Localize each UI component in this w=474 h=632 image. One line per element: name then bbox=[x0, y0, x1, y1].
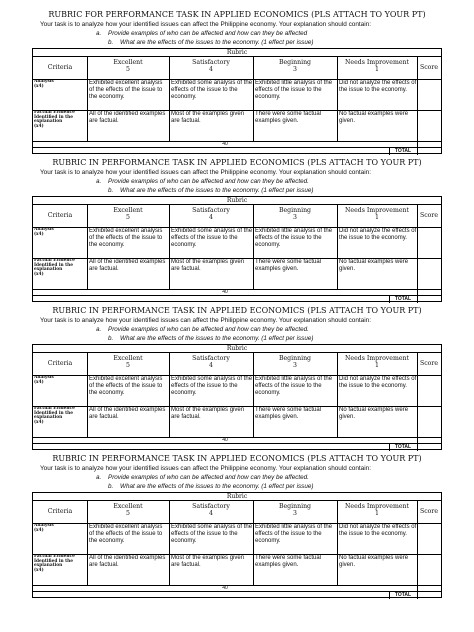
level-name: Excellent bbox=[113, 59, 143, 66]
rubric-block bbox=[0, 158, 474, 306]
instruction-text: What are the effects of the issues to the economy. (1 effect per issue) bbox=[120, 335, 314, 342]
instruction-label: a. bbox=[96, 326, 102, 333]
level-header bbox=[169, 207, 253, 221]
score-header: Score bbox=[419, 508, 439, 515]
level-header bbox=[169, 503, 253, 517]
criteria-header: Criteria bbox=[47, 212, 73, 219]
level-points: 4 bbox=[209, 214, 213, 222]
rubric-table bbox=[32, 344, 442, 450]
level-points: 1 bbox=[375, 66, 379, 74]
instruction-text: Provide examples of who can be affected and how can they be affected bbox=[108, 30, 308, 37]
criteria-header: Criteria bbox=[47, 64, 73, 71]
score-cell[interactable] bbox=[417, 406, 441, 437]
descriptor-cell: No factual examples were given. bbox=[339, 111, 409, 125]
max-score: 40 bbox=[222, 289, 228, 295]
instruction-item bbox=[108, 39, 313, 46]
level-points: 4 bbox=[209, 510, 213, 518]
level-points: 3 bbox=[293, 66, 297, 74]
rubric-block bbox=[0, 454, 474, 602]
level-points: 4 bbox=[209, 66, 213, 74]
descriptor-cell: There were some factual examples given. bbox=[255, 555, 322, 569]
table-rule bbox=[33, 352, 441, 353]
level-points: 1 bbox=[375, 510, 379, 518]
total-score-cell[interactable] bbox=[417, 295, 441, 303]
score-cell[interactable] bbox=[417, 523, 441, 554]
level-name: Needs Improvement bbox=[345, 207, 409, 214]
table-rule bbox=[33, 591, 441, 592]
level-name: Satisfactory bbox=[192, 355, 230, 362]
instruction-text: What are the effects of the issues to the economy. (1 effect per issue) bbox=[120, 39, 314, 46]
score-cell[interactable] bbox=[417, 227, 441, 258]
score-cell[interactable] bbox=[417, 554, 441, 585]
level-name: Beginning bbox=[278, 355, 312, 362]
instruction-text: Provide examples of who can be affected and how can they be affected. bbox=[108, 474, 309, 481]
rubric-intro: Your task is to analyze how your identified issues can affect the Philippine economy. Your explanation should contain: bbox=[40, 169, 371, 176]
table-rule bbox=[33, 443, 441, 444]
instruction-label: b. bbox=[108, 483, 114, 490]
table-rule bbox=[33, 295, 441, 296]
max-score: 40 bbox=[222, 585, 228, 591]
instruction-label: a. bbox=[96, 474, 102, 481]
descriptor-cell: Exhibited little analysis of the effects of the issue to the economy. bbox=[255, 376, 333, 397]
level-points: 1 bbox=[375, 362, 379, 370]
table-rule bbox=[33, 204, 441, 205]
level-name: Satisfactory bbox=[192, 59, 230, 66]
descriptor-cell: Exhibited some analysis of the effects of the issue to the economy. bbox=[171, 80, 253, 101]
descriptor-cell: Exhibited some analysis of the effects of the issue to the economy. bbox=[171, 524, 253, 545]
descriptor-cell: Exhibited excellent analysis of the effects of the issue to the economy. bbox=[89, 524, 163, 545]
descriptor-cell: Exhibited excellent analysis of the effects of the issue to the economy. bbox=[89, 80, 163, 101]
instruction-text: Provide examples of who can be affected and how can they be affected. bbox=[108, 178, 309, 185]
level-header bbox=[87, 59, 169, 73]
level-name: Excellent bbox=[113, 503, 143, 510]
score-header: Score bbox=[419, 360, 439, 367]
table-rule bbox=[33, 147, 441, 148]
level-points: 3 bbox=[293, 214, 297, 222]
instruction-text: Provide examples of who can be affected and how can they be affected. bbox=[108, 326, 309, 333]
instruction-item bbox=[96, 474, 309, 481]
total-score-cell[interactable] bbox=[417, 147, 441, 155]
rubric-intro: Your task is to analyze how your identified issues can affect the Philippine economy. Your explanation should contain: bbox=[40, 21, 371, 28]
level-header bbox=[337, 59, 417, 73]
total-label: TOTAL bbox=[394, 444, 412, 450]
rubric-intro: Your task is to analyze how your identified issues can affect the Philippine economy. Your explanation should contain: bbox=[40, 465, 371, 472]
total-label: TOTAL bbox=[394, 296, 412, 302]
total-label: TOTAL bbox=[394, 148, 412, 154]
level-points: 5 bbox=[126, 362, 130, 370]
score-header: Score bbox=[419, 64, 439, 71]
max-score: 40 bbox=[222, 141, 228, 147]
level-name: Needs Improvement bbox=[345, 355, 409, 362]
rubric-title: RUBRIC IN PERFORMANCE TASK IN APPLIED ECONOMICS (PLS ATTACH TO YOUR PT) bbox=[52, 158, 422, 167]
total-score-cell[interactable] bbox=[417, 591, 441, 599]
table-rule bbox=[33, 56, 441, 57]
rubric-title: RUBRIC FOR PERFORMANCE TASK IN APPLIED ECONOMICS (PLS ATTACH TO YOUR PT) bbox=[48, 10, 426, 19]
level-points: 1 bbox=[375, 214, 379, 222]
descriptor-cell: All of the identified examples are factual. bbox=[89, 555, 166, 569]
level-points: 3 bbox=[293, 510, 297, 518]
level-name: Needs Improvement bbox=[345, 59, 409, 66]
instruction-label: b. bbox=[108, 187, 114, 194]
descriptor-cell: All of the identified examples are factual. bbox=[89, 111, 166, 125]
instruction-item bbox=[108, 187, 313, 194]
level-name: Beginning bbox=[278, 59, 312, 66]
score-cell[interactable] bbox=[417, 110, 441, 141]
level-name: Beginning bbox=[278, 207, 312, 214]
score-cell[interactable] bbox=[417, 375, 441, 406]
instruction-item bbox=[108, 483, 313, 490]
instruction-label: a. bbox=[96, 178, 102, 185]
criterion-label: Factual Evidence Identified in the explanation (x4) bbox=[34, 407, 75, 425]
instruction-label: b. bbox=[108, 335, 114, 342]
instruction-item bbox=[96, 326, 309, 333]
descriptor-cell: Exhibited little analysis of the effects of the issue to the economy. bbox=[255, 524, 333, 545]
descriptor-cell: Exhibited some analysis of the effects of the issue to the economy. bbox=[171, 228, 253, 249]
criterion-label: Factual Evidence Identified in the explanation (x4) bbox=[34, 259, 75, 277]
descriptor-cell: There were some factual examples given. bbox=[255, 259, 322, 273]
criterion-label: Analysis (x4) bbox=[34, 228, 54, 237]
rubric-label: Rubric bbox=[226, 493, 248, 500]
score-cell[interactable] bbox=[417, 79, 441, 110]
level-header bbox=[253, 59, 337, 73]
descriptor-cell: Exhibited little analysis of the effects of the issue to the economy. bbox=[255, 80, 333, 101]
descriptor-cell: Did not analyze the effects of the issue to the economy. bbox=[339, 80, 417, 94]
level-name: Satisfactory bbox=[192, 207, 230, 214]
instruction-text: What are the effects of the issues to the economy. (1 effect per issue) bbox=[120, 483, 314, 490]
criteria-header: Criteria bbox=[47, 508, 73, 515]
max-score: 40 bbox=[222, 437, 228, 443]
descriptor-cell: Most of the examples given are factual. bbox=[171, 407, 245, 421]
criterion-label: Analysis (x4) bbox=[34, 376, 54, 385]
descriptor-cell: All of the identified examples are factual. bbox=[89, 259, 166, 273]
descriptor-cell: Exhibited little analysis of the effects of the issue to the economy. bbox=[255, 228, 333, 249]
rubric-title: RUBRIC IN PERFORMANCE TASK IN APPLIED ECONOMICS (PLS ATTACH TO YOUR PT) bbox=[52, 306, 422, 315]
level-header bbox=[253, 207, 337, 221]
descriptor-cell: Exhibited excellent analysis of the effects of the issue to the economy. bbox=[89, 376, 163, 397]
descriptor-cell: No factual examples were given. bbox=[339, 259, 409, 273]
rubric-label: Rubric bbox=[226, 345, 248, 352]
score-cell[interactable] bbox=[417, 258, 441, 289]
level-header bbox=[337, 207, 417, 221]
level-header bbox=[169, 355, 253, 369]
descriptor-cell: Exhibited some analysis of the effects of the issue to the economy. bbox=[171, 376, 253, 397]
rubric-title: RUBRIC IN PERFORMANCE TASK IN APPLIED ECONOMICS (PLS ATTACH TO YOUR PT) bbox=[52, 454, 422, 463]
level-header bbox=[87, 503, 169, 517]
level-points: 3 bbox=[293, 362, 297, 370]
level-points: 5 bbox=[126, 66, 130, 74]
criterion-label: Analysis (x4) bbox=[34, 524, 54, 533]
table-rule bbox=[33, 500, 441, 501]
descriptor-cell: Exhibited excellent analysis of the effects of the issue to the economy. bbox=[89, 228, 163, 249]
level-name: Excellent bbox=[113, 355, 143, 362]
instruction-item bbox=[96, 178, 309, 185]
level-header bbox=[87, 355, 169, 369]
level-header bbox=[253, 503, 337, 517]
rubric-block bbox=[0, 306, 474, 454]
instruction-item bbox=[96, 30, 307, 37]
total-score-cell[interactable] bbox=[417, 443, 441, 451]
descriptor-cell: Did not analyze the effects of the issue to the economy. bbox=[339, 376, 417, 390]
level-points: 4 bbox=[209, 362, 213, 370]
instruction-item bbox=[108, 335, 313, 342]
rubric-table bbox=[32, 196, 442, 302]
level-name: Needs Improvement bbox=[345, 503, 409, 510]
descriptor-cell: No factual examples were given. bbox=[339, 555, 409, 569]
rubric-block bbox=[0, 10, 474, 158]
level-name: Excellent bbox=[113, 207, 143, 214]
level-points: 5 bbox=[126, 510, 130, 518]
level-name: Satisfactory bbox=[192, 503, 230, 510]
descriptor-cell: Did not analyze the effects of the issue to the economy. bbox=[339, 524, 417, 538]
total-label: TOTAL bbox=[394, 592, 412, 598]
descriptor-cell: Most of the examples given are factual. bbox=[171, 555, 245, 569]
instruction-label: b. bbox=[108, 39, 114, 46]
level-points: 5 bbox=[126, 214, 130, 222]
rubric-table bbox=[32, 48, 442, 154]
level-header bbox=[253, 355, 337, 369]
instruction-label: a. bbox=[96, 30, 102, 37]
level-header bbox=[169, 59, 253, 73]
criterion-label: Analysis (x4) bbox=[34, 80, 54, 89]
level-header bbox=[337, 355, 417, 369]
rubric-label: Rubric bbox=[226, 49, 248, 56]
instruction-text: What are the effects of the issues to the economy. (1 effect per issue) bbox=[120, 187, 314, 194]
descriptor-cell: There were some factual examples given. bbox=[255, 111, 322, 125]
descriptor-cell: No factual examples were given. bbox=[339, 407, 409, 421]
criteria-header: Criteria bbox=[47, 360, 73, 367]
score-header: Score bbox=[419, 212, 439, 219]
rubric-label: Rubric bbox=[226, 197, 248, 204]
criterion-label: Factual Evidence Identified in the explanation (x4) bbox=[34, 111, 75, 129]
criterion-label: Factual Evidence Identified in the explanation (x4) bbox=[34, 555, 75, 573]
descriptor-cell: All of the identified examples are factual. bbox=[89, 407, 166, 421]
descriptor-cell: Did not analyze the effects of the issue to the economy. bbox=[339, 228, 417, 242]
descriptor-cell: Most of the examples given are factual. bbox=[171, 259, 245, 273]
rubric-table bbox=[32, 492, 442, 598]
rubric-intro: Your task is to analyze how your identified issues can affect the Philippine economy. Your explanation should contain: bbox=[40, 317, 371, 324]
descriptor-cell: Most of the examples given are factual. bbox=[171, 111, 245, 125]
level-header bbox=[337, 503, 417, 517]
level-header bbox=[87, 207, 169, 221]
level-name: Beginning bbox=[278, 503, 312, 510]
descriptor-cell: There were some factual examples given. bbox=[255, 407, 322, 421]
